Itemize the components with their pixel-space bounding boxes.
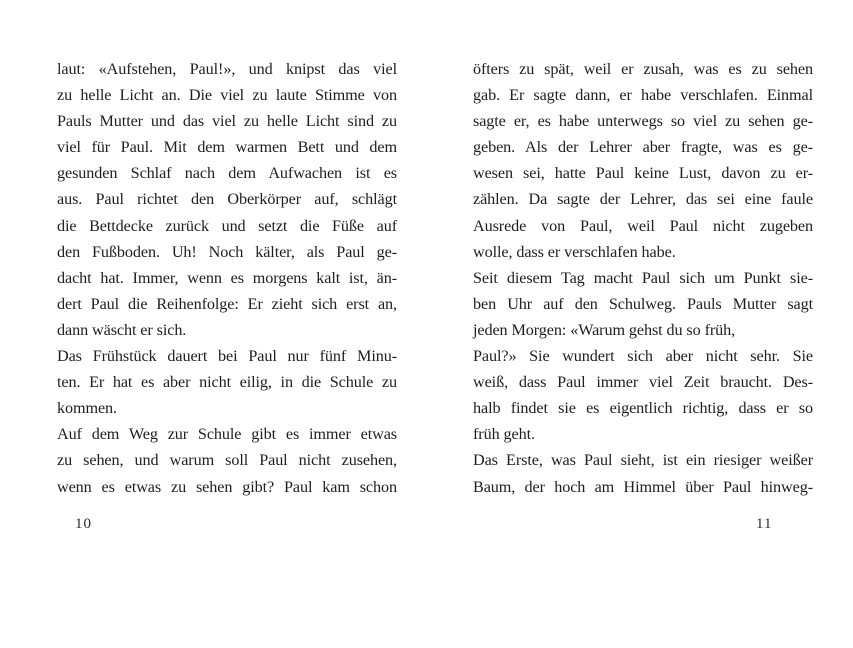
text-line: öfters zu spät, weil er zusah, was es zu sehen bbox=[473, 60, 813, 78]
text-line: den Fußboden. Uh! Noch kälter, als Paul ge- bbox=[57, 242, 397, 261]
text-line: zählen. Da sagte der Lehrer, das sei eine faule bbox=[473, 190, 813, 209]
text-line: laut: «Aufstehen, Paul!», und knipst das viel bbox=[57, 60, 397, 78]
text-line: Pauls Mutter und das viel zu helle Licht sind zu bbox=[57, 112, 397, 131]
text-line: dert Paul die Reihenfolge: Er zieht sich erst an, bbox=[57, 294, 397, 313]
text-line: gab. Er sagte dann, er habe verschlafen. Einmal bbox=[473, 86, 813, 105]
text-line: Das Erste, was Paul sieht, ist ein riesiger weißer bbox=[473, 451, 813, 470]
text-line: die Bettdecke zurück und setzt die Füße auf bbox=[57, 216, 397, 235]
text-line: wesen sei, hatte Paul keine Lust, davon zu er- bbox=[473, 164, 813, 183]
text-line: Seit diesem Tag macht Paul sich um Punkt sie- bbox=[473, 268, 813, 287]
text-line: früh geht. bbox=[473, 425, 535, 444]
page-number-right: 11 bbox=[756, 516, 773, 532]
text-line: halb findet sie es eigentlich richtig, dass er so bbox=[473, 399, 813, 418]
text-line: weiß, dass Paul immer viel Zeit braucht. Des- bbox=[473, 373, 813, 392]
text-line: Baum, der hoch am Himmel über Paul hinweg- bbox=[473, 477, 813, 496]
text-line: gesunden Schlaf nach dem Aufwachen ist es bbox=[57, 164, 397, 183]
text-line: Auf dem Weg zur Schule gibt es immer etwas bbox=[57, 425, 397, 444]
text-line: wenn es etwas zu sehen gibt? Paul kam schon bbox=[57, 477, 397, 496]
text-line: zu helle Licht an. Die viel zu laute Stimme von bbox=[57, 86, 397, 105]
page-number-left: 10 bbox=[75, 516, 92, 532]
text-line: zu sehen, und warum soll Paul nicht zusehen, bbox=[57, 451, 397, 470]
text-line: wolle, dass er verschlafen habe. bbox=[473, 242, 676, 261]
text-line: dann wäscht er sich. bbox=[57, 320, 187, 339]
text-line: sagte er, es habe unterwegs so viel zu sehen ge- bbox=[473, 112, 813, 131]
text-line: jeden Morgen: «Warum gehst du so früh, bbox=[473, 320, 736, 339]
text-line: aus. Paul richtet den Oberkörper auf, schlägt bbox=[57, 190, 397, 209]
left-page-text bbox=[57, 56, 397, 500]
text-line: ten. Er hat es aber nicht eilig, in die Schule zu bbox=[57, 373, 397, 392]
text-line: dacht hat. Immer, wenn es morgens kalt ist, än- bbox=[57, 268, 397, 287]
text-line: kommen. bbox=[57, 399, 117, 418]
text-line: Das Frühstück dauert bei Paul nur fünf Minu- bbox=[57, 347, 397, 366]
text-line: ben Uhr auf den Schulweg. Pauls Mutter sagt bbox=[473, 294, 813, 313]
text-line: Paul?» Sie wundert sich aber nicht sehr. Sie bbox=[473, 347, 813, 366]
text-line: Ausrede von Paul, weil Paul nicht zugeben bbox=[473, 216, 813, 235]
text-line: geben. Als der Lehrer aber fragte, was es ge- bbox=[473, 138, 813, 157]
text-line: viel für Paul. Mit dem warmen Bett und dem bbox=[57, 138, 397, 157]
right-page-text bbox=[473, 56, 813, 500]
